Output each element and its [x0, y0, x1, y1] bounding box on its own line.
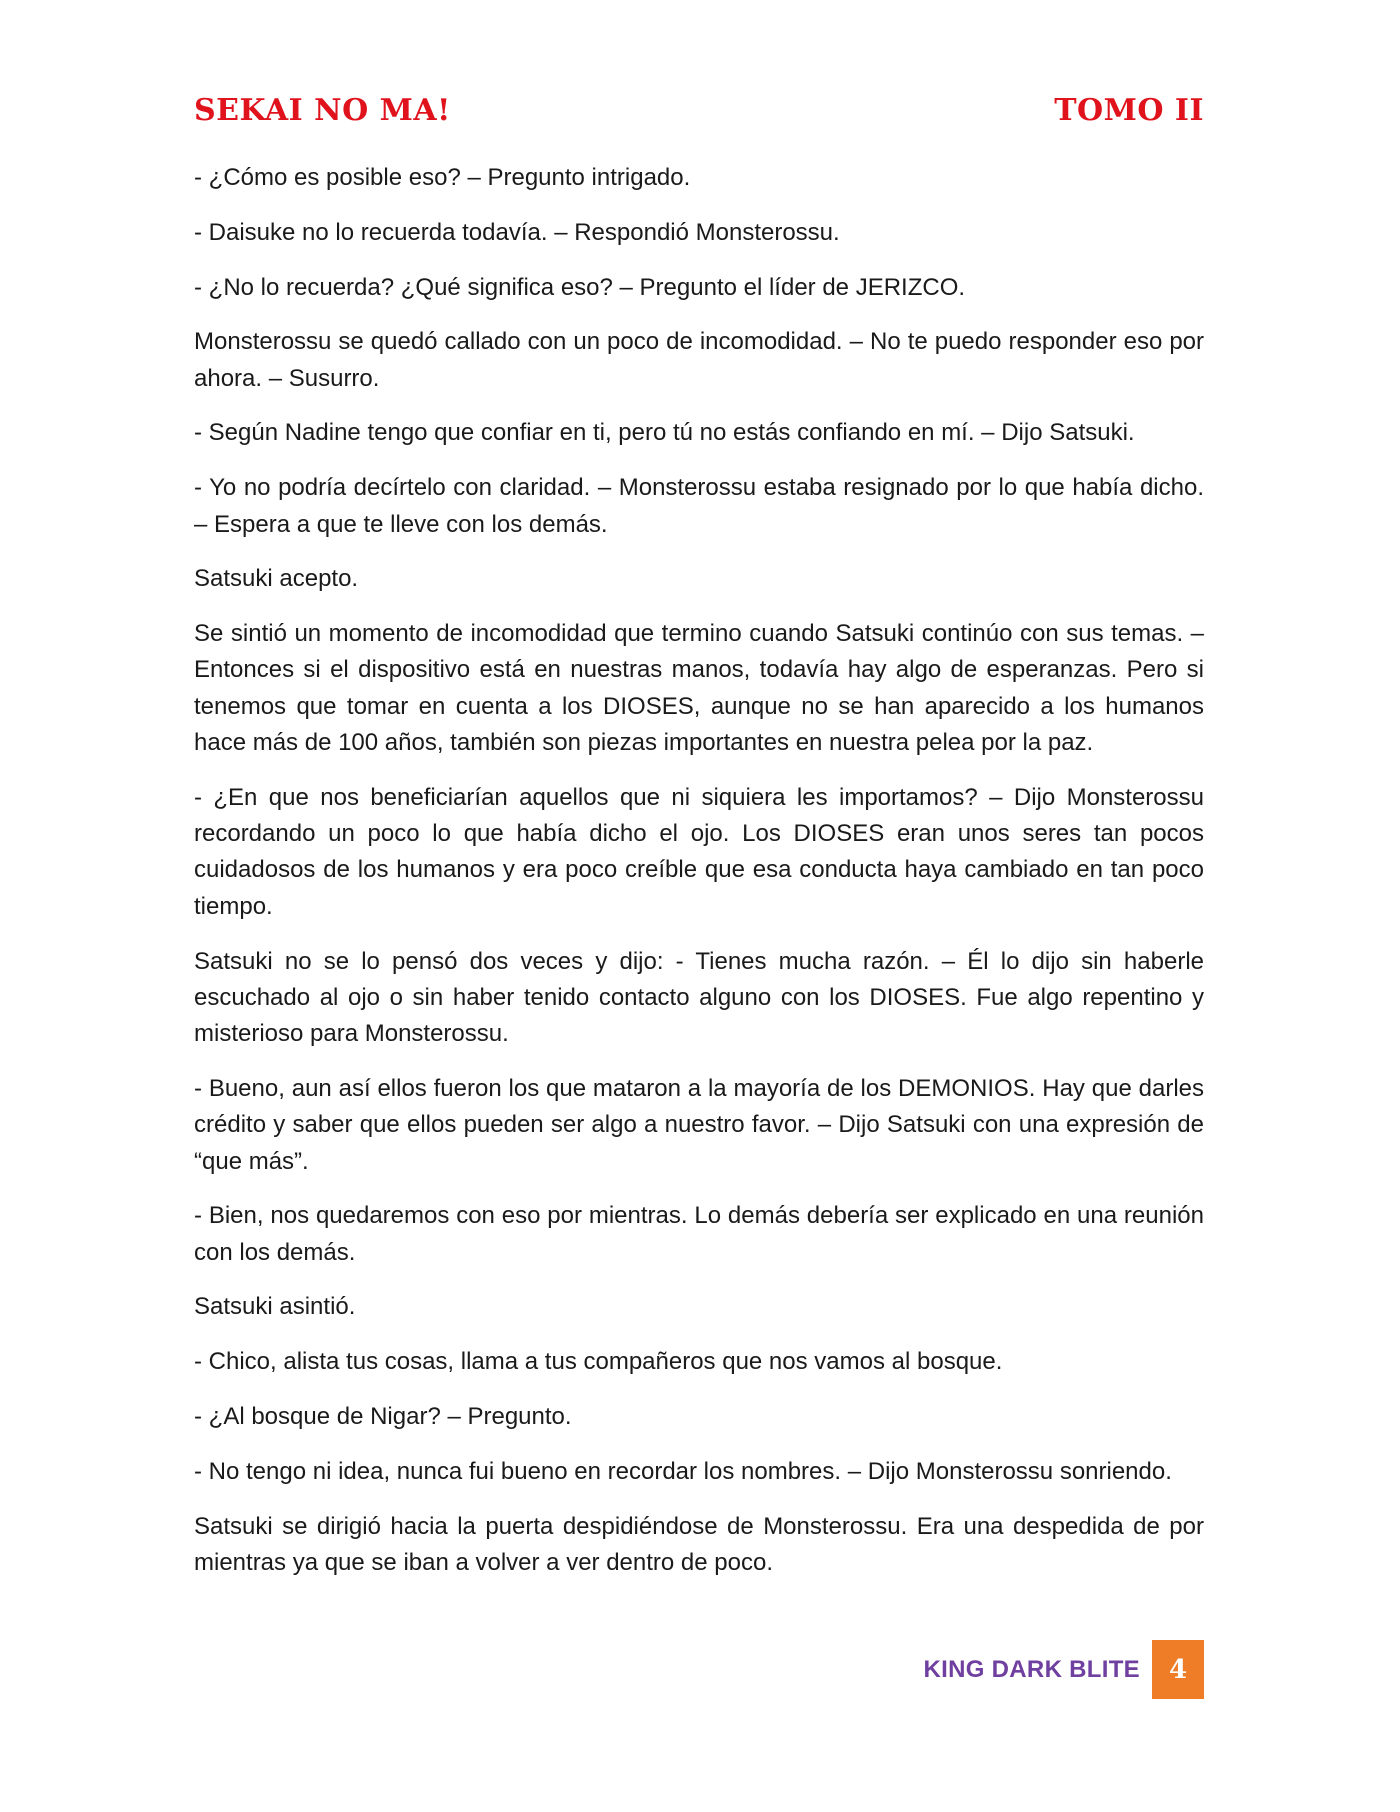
author-name: KING DARK BLITE: [923, 1655, 1140, 1683]
paragraph: - Bien, nos quedaremos con eso por mientras. Lo demás debería ser explicado en una reunión con los demás.: [194, 1202, 1204, 1266]
page-header: [194, 88, 1204, 132]
page-number-box: 4: [1152, 1640, 1204, 1699]
volume-label: TOMO II: [1054, 92, 1204, 128]
paragraph: Satsuki no se lo pensó dos veces y dijo: - Tienes mucha razón. – Él lo dijo sin haberle escuchado al ojo o sin haber tenido contacto alguno con los DIOSES. Fue algo repentino y misterioso para Monsterossu.: [194, 947, 1204, 1048]
page-footer: [924, 1640, 1205, 1699]
page-body: [194, 160, 1204, 1600]
paragraph: Monsterossu se quedó callado con un poco de incomodidad. – No te puedo responder eso por ahora. – Susurro.: [194, 328, 1204, 392]
paragraph: - Bueno, aun así ellos fueron los que mataron a la mayoría de los DEMONIOS. Hay que darles crédito y saber que ellos pueden ser algo a nuestro favor. – Dijo Satsuki con una expresión de “que más”.: [194, 1074, 1204, 1175]
paragraph: - Chico, alista tus cosas, llama a tus compañeros que nos vamos al bosque.: [194, 1348, 1003, 1376]
book-title: SEKAI NO MA!: [194, 92, 451, 128]
paragraph: - ¿No lo recuerda? ¿Qué significa eso? – Pregunto el líder de JERIZCO.: [194, 273, 966, 301]
paragraph: - Según Nadine tengo que confiar en ti, pero tú no estás confiando en mí. – Dijo Satsuki.: [194, 419, 1135, 447]
paragraph: - Yo no podría decírtelo con claridad. – Monsterossu estaba resignado por lo que había dicho. – Espera a que te lleve con los demás.: [194, 474, 1204, 538]
paragraph: Se sintió un momento de incomodidad que termino cuando Satsuki continúo con sus temas. – Entonces si el dispositivo está en nuestras manos, todavía hay algo de esperanzas. Pero si tenemos que tomar en cuenta a los DIOSES, aunque no se han aparecido a los humanos hace más de 100 años, también son piezas importantes en nuestra pelea por la paz.: [194, 620, 1204, 757]
paragraph: - ¿En que nos beneficiarían aquellos que ni siquiera les importamos? – Dijo Monsterossu recordando un poco lo que había dicho el ojo. Los DIOSES eran unos seres tan pocos cuidadosos de los humanos y era poco creíble que esa conducta haya cambiado en tan poco tiempo.: [194, 783, 1204, 920]
paragraph: Satsuki acepto.: [194, 565, 359, 593]
paragraph: - ¿Cómo es posible eso? – Pregunto intrigado.: [194, 164, 691, 191]
paragraph: - ¿Al bosque de Nigar? – Pregunto.: [194, 1403, 572, 1431]
paragraph: - Daisuke no lo recuerda todavía. – Respondió Monsterossu.: [194, 218, 840, 246]
paragraph: Satsuki se dirigió hacia la puerta despidiéndose de Monsterossu. Era una despedida de por mientras ya que se iban a volver a ver dentro de poco.: [194, 1512, 1204, 1576]
paragraph: Satsuki asintió.: [194, 1293, 356, 1321]
paragraph: - No tengo ni idea, nunca fui bueno en recordar los nombres. – Dijo Monsterossu sonriendo.: [194, 1457, 1172, 1485]
